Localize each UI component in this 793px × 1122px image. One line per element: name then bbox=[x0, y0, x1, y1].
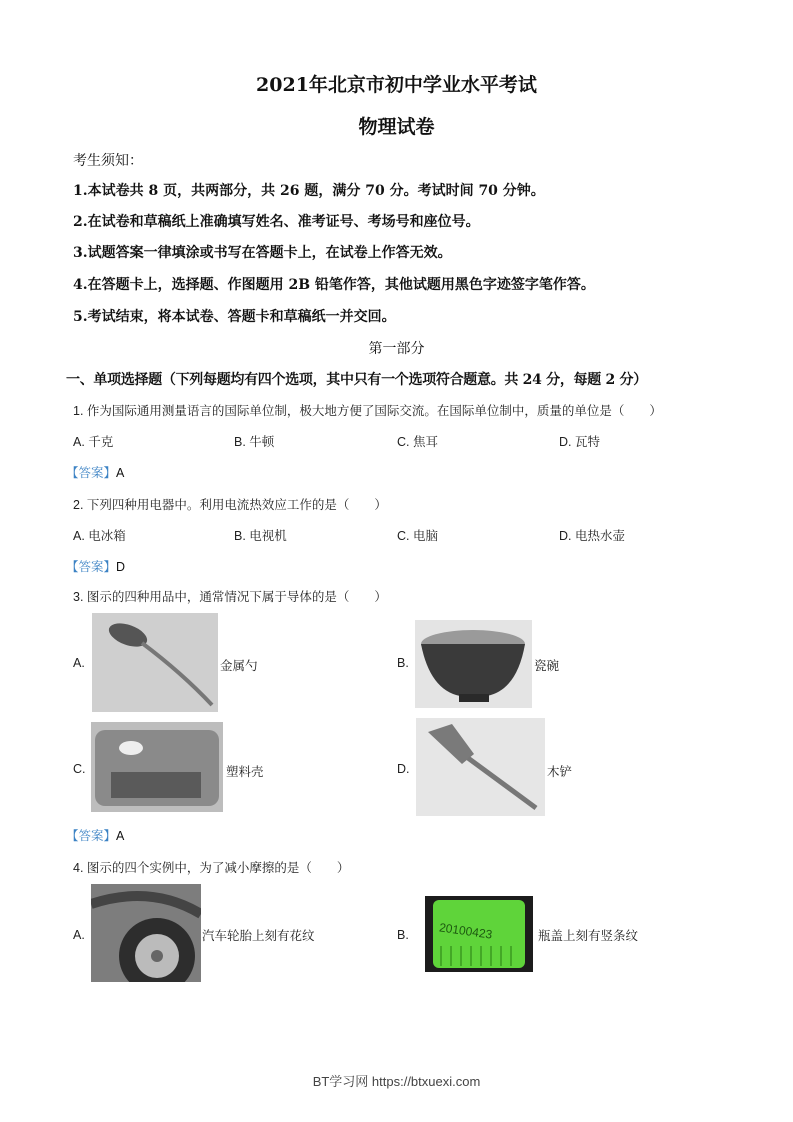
notice-item: 4.在答题卡上，选择题、作图题用 2B 铅笔作答，其他试题用黑色字迹签字笔作答。 bbox=[73, 277, 595, 293]
answer-label: 【答案】 bbox=[66, 560, 117, 574]
option-b-caption: 瓶盖上刻有竖条纹 bbox=[538, 928, 639, 943]
option-b-letter: B. bbox=[397, 656, 409, 670]
option-b: B. 牛顿 bbox=[234, 435, 275, 449]
option-a-caption: 金属勺 bbox=[220, 658, 258, 673]
answer-3 bbox=[66, 826, 124, 844]
option-a: A. 千克 bbox=[73, 435, 114, 449]
option-c-caption: 塑料壳 bbox=[226, 764, 264, 779]
option-a-caption: 汽车轮胎上刻有花纹 bbox=[202, 928, 315, 943]
question-3-stem: 3. 图示的四种用品中，通常情况下属于导体的是（ ） bbox=[73, 590, 387, 604]
notice-item: 5.考试结束，将本试卷、答题卡和草稿纸一并交回。 bbox=[73, 309, 396, 325]
option-c-letter: C. bbox=[73, 762, 86, 776]
answer-value: D bbox=[116, 560, 126, 574]
answer-value: A bbox=[116, 466, 125, 480]
bottle-cap-code: 20100423 bbox=[438, 920, 494, 942]
answer-label: 【答案】 bbox=[66, 829, 117, 843]
answer-value: A bbox=[116, 829, 125, 843]
answer-label: 【答案】 bbox=[66, 466, 117, 480]
option-d-caption: 木铲 bbox=[547, 764, 573, 779]
car-tire-image bbox=[91, 884, 201, 982]
option-d: D. 瓦特 bbox=[559, 435, 600, 449]
notice-item: 1.本试卷共 8 页，共两部分，共 26 题，满分 70 分。考试时间 70 分钟。 bbox=[73, 183, 545, 199]
plastic-case-image bbox=[91, 722, 223, 812]
notice-item: 3.试题答案一律填涂或书写在答题卡上，在试卷上作答无效。 bbox=[73, 245, 452, 261]
porcelain-bowl-image bbox=[415, 620, 532, 708]
question-1-stem: 1. 作为国际通用测量语言的国际单位制，极大地方便了国际交流。在国际单位制中，质量的单位是（ ） bbox=[73, 404, 662, 418]
section-heading: 一、单项选择题（下列每题均有四个选项，其中只有一个选项符合题意。共 24 分，每题 2 分） bbox=[66, 372, 647, 388]
notice-heading: 考生须知： bbox=[73, 153, 143, 169]
option-c: C. 焦耳 bbox=[397, 435, 438, 449]
option-b-caption: 瓷碗 bbox=[534, 658, 560, 673]
question-2-stem: 2. 下列四种用电器中。利用电流热效应工作的是（ ） bbox=[73, 498, 387, 512]
answer-2 bbox=[66, 557, 125, 575]
question-4-stem: 4. 图示的四个实例中，为了减小摩擦的是（ ） bbox=[73, 861, 350, 875]
wooden-spatula-image bbox=[416, 718, 545, 816]
answer-1 bbox=[66, 463, 124, 481]
option-a-letter: A. bbox=[73, 928, 85, 942]
footer-watermark: BT学习网 https://btxuexi.com bbox=[312, 1074, 481, 1089]
option-a: A. 电冰箱 bbox=[73, 529, 126, 543]
metal-spoon-image bbox=[92, 613, 218, 712]
exam-title: 2021年北京市初中学业水平考试 bbox=[256, 74, 537, 96]
bottle-cap-image bbox=[425, 896, 533, 972]
option-a-letter: A. bbox=[73, 656, 85, 670]
option-b-letter: B. bbox=[397, 928, 409, 942]
option-c: C. 电脑 bbox=[397, 529, 438, 543]
option-b: B. 电视机 bbox=[234, 529, 287, 543]
exam-subtitle: 物理试卷 bbox=[358, 116, 435, 138]
option-d-letter: D. bbox=[397, 762, 410, 776]
part-title: 第一部分 bbox=[368, 341, 425, 357]
option-d: D. 电热水壶 bbox=[559, 529, 625, 543]
notice-item: 2.在试卷和草稿纸上准确填写姓名、准考证号、考场号和座位号。 bbox=[73, 214, 480, 230]
